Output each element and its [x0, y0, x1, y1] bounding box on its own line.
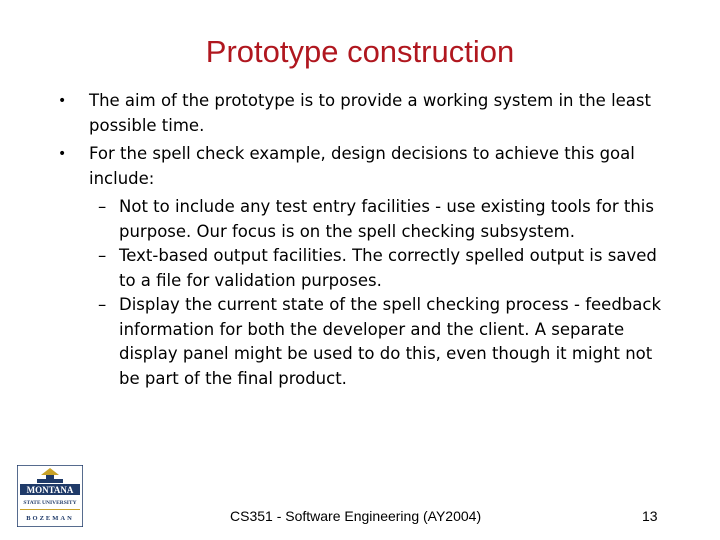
sub-bullet-text: Display the current state of the spell checking process - feedback information for both the developer and the client. A separate display panel might be used to do this, even though it might not be part of the final product.: [119, 295, 662, 388]
sub-bullet-item: [58, 195, 678, 244]
university-logo: [17, 465, 83, 527]
dash-mark: –: [98, 197, 107, 216]
sub-bullet-item: [58, 244, 678, 293]
sub-bullet-item: [58, 293, 678, 391]
logo-line1: MONTANA: [26, 485, 74, 495]
dash-mark: –: [98, 295, 107, 314]
logo-line3: BOZEMAN: [26, 515, 74, 522]
dash-mark: –: [98, 246, 107, 265]
footer-course: CS351 - Software Engineering (AY2004): [230, 508, 482, 524]
sub-bullet-text: Not to include any test entry facilities - use existing tools for this purpose. Our focus is on the spell checking subsystem.: [119, 197, 654, 241]
bullet-item: [58, 89, 678, 138]
bullet-mark: •: [58, 146, 67, 162]
bullet-item: [58, 142, 678, 191]
bullet-text: The aim of the prototype is to provide a working system in the least possible time.: [89, 91, 651, 135]
logo-line2: STATE UNIVERSITY: [23, 500, 77, 506]
sub-bullet-text: Text-based output facilities. The correctly spelled output is saved to a file for validation purposes.: [119, 246, 657, 290]
bullet-text: For the spell check example, design decisions to achieve this goal include:: [89, 144, 635, 188]
slide-title: Prototype construction: [205, 34, 515, 69]
slide-body: [58, 89, 678, 391]
bullet-mark: •: [58, 93, 67, 109]
page-number: 13: [642, 508, 658, 524]
